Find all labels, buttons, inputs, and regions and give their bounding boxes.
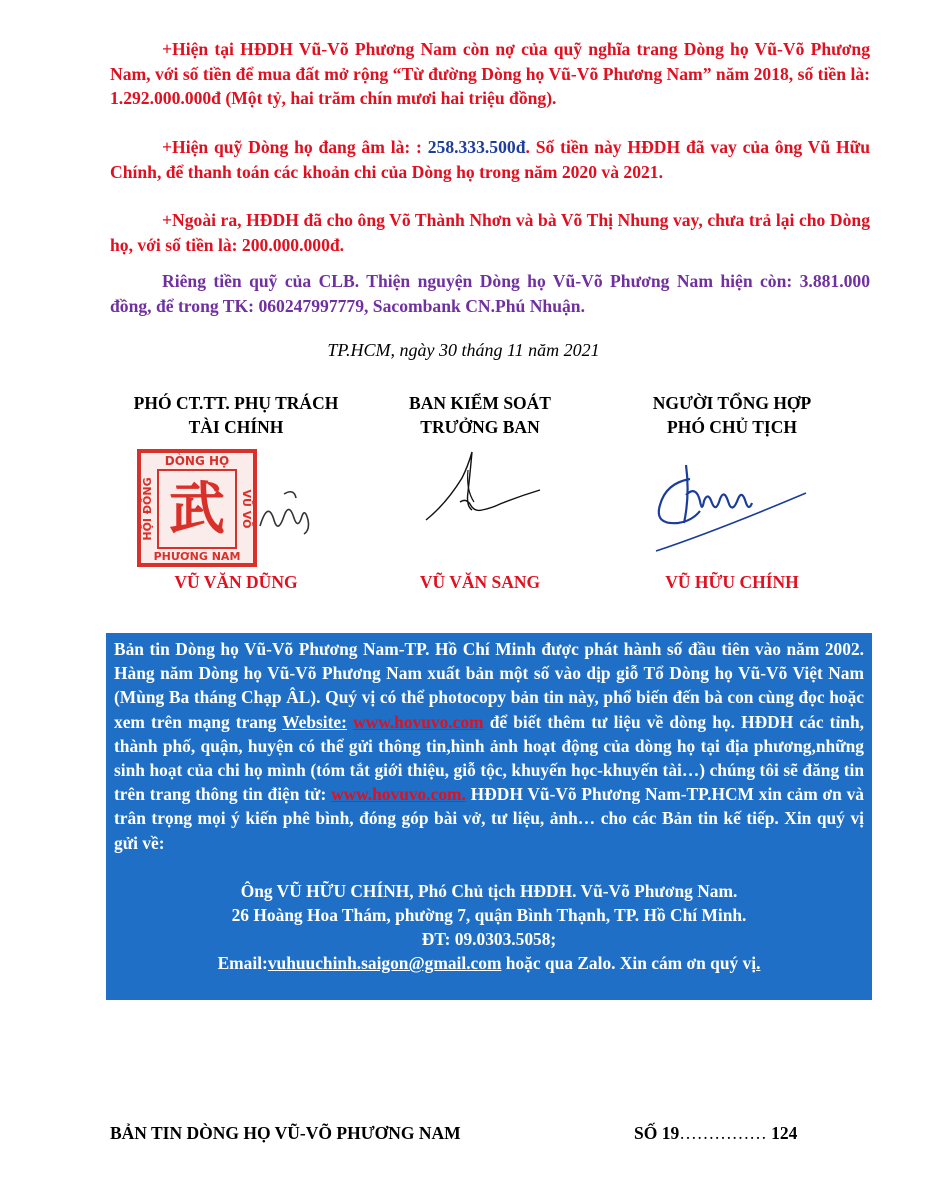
signature-scribble xyxy=(260,492,309,534)
email-link[interactable]: vuhuuchinh.saigon@gmail.com xyxy=(267,953,502,974)
debt-paragraph: +Hiện tại HĐDH Vũ-Võ Phương Nam còn nợ của quỹ nghĩa trang Dòng họ Vũ-Võ Phương Nam, với số tiền để mua đất mở rộng “Từ đường Dòng họ Vũ-Võ Phương Nam” năm 2018, số tiền là: 1.292.000.000đ (Một tỷ, hai trăm chín mươi hai triệu đồng). xyxy=(110,39,870,108)
footer-publication: BẢN TIN DÒNG HỌ VŨ-VÕ PHƯƠNG NAM xyxy=(110,1123,461,1143)
signature-name: VŨ VĂN SANG xyxy=(419,572,541,592)
website-link[interactable]: www.hovuvo.com xyxy=(353,711,484,732)
footer-issue xyxy=(634,1123,797,1144)
family-council-seal xyxy=(136,448,316,572)
page-number: 124 xyxy=(771,1123,798,1143)
signature-title-line2: TÀI CHÍNH xyxy=(188,417,284,437)
deficit-amount: 258.333.500đ xyxy=(427,137,526,157)
leader-dots: …………… xyxy=(679,1123,767,1143)
seal-right-text: VŨ VÕ xyxy=(240,489,253,529)
notice-ending: HĐDH Vũ-Võ Phương Nam-TP.HCM xin cảm ơn và trân trọng mọi ý kiến phê bình, đóng góp bài vở, tư liệu, ảnh… cho các Bản tin kế tiếp. Xin quý vị gửi về: xyxy=(114,784,864,853)
contact-block xyxy=(114,879,864,976)
charity-club-paragraph: Riêng tiền quỹ của CLB. Thiện nguyện Dòng họ Vũ-Võ Phương Nam hiện còn: 3.881.000 đồng, để trong TK: 060247997779, Sacombank CN.Phú Nhuận. xyxy=(110,271,870,316)
website-label: Website: xyxy=(282,711,347,732)
contact-email-line xyxy=(114,951,864,975)
seal-top-text: DÒNG HỌ xyxy=(164,454,230,468)
date-line: TP.HCM, ngày 30 tháng 11 năm 2021 xyxy=(327,340,600,360)
notice-body xyxy=(114,637,864,855)
deficit-suffix: . Số tiền này HĐDH đã vay của ông Vũ Hữu Chính, để thanh toán các khoản chi của Dòng họ trong năm 2020 và 2021. xyxy=(110,137,870,182)
signature-block-finance xyxy=(96,391,376,439)
email-suffix: hoặc qua Zalo. Xin cám ơn quý vị xyxy=(501,953,757,974)
seal-center-glyph: 武 xyxy=(169,476,225,542)
email-end: . xyxy=(756,953,761,974)
signature-name: VŨ VĂN DŨNG xyxy=(174,572,298,592)
contact-phone: ĐT: 09.0303.5058; xyxy=(421,929,557,950)
signature-title-line1: PHÓ CT.TT. PHỤ TRÁCH xyxy=(133,393,339,413)
newsletter-notice-box xyxy=(106,633,872,1000)
contact-address: 26 Hoàng Hoa Thám, phường 7, quận Bình Thạnh, TP. Hồ Chí Minh. xyxy=(231,905,747,926)
deficit-paragraph xyxy=(110,135,870,184)
email-label: Email: xyxy=(217,953,268,974)
signature-block-compiler xyxy=(592,391,872,439)
seal-left-text: HỘI ĐỒNG xyxy=(141,477,154,541)
loan-paragraph: +Ngoài ra, HĐDH đã cho ông Võ Thành Nhơn và bà Võ Thị Nhung vay, chưa trả lại cho Dòng họ, với số tiền là: 200.000.000đ. xyxy=(110,210,870,255)
deficit-prefix: +Hiện quỹ Dòng họ đang âm là: : xyxy=(162,137,428,157)
website-link-2[interactable]: www.hovuvo.com. xyxy=(331,784,466,805)
signature-block-audit xyxy=(340,391,620,439)
signature-name: VŨ HỮU CHÍNH xyxy=(665,572,799,592)
notice-intro: Bản tin Dòng họ Vũ-Võ Phương Nam-TP. Hồ Chí Minh được phát hành số đầu tiên vào năm 2002. Hàng năm Dòng họ Vũ-Võ Phương Nam xuất bản một số vào dịp giỗ Tổ Dòng họ Vũ-Võ Việt Nam (Mùng Ba tháng Chạp ÂL). Quý vị có thể photocopy bản tin này, phổ biến đến bà con cùng đọc hoặc xem trên mạng trang xyxy=(114,639,864,732)
contact-name: Ông VŨ HỮU CHÍNH, Phó Chủ tịch HĐDH. Vũ-Võ Phương Nam. xyxy=(240,880,738,901)
signature-title-line1: BAN KIỂM SOÁT xyxy=(409,393,551,413)
signature-vu-van-sang xyxy=(408,440,558,550)
signature-title-line2: PHÓ CHỦ TỊCH xyxy=(667,417,797,437)
seal-bottom-text: PHƯƠNG NAM xyxy=(153,550,241,563)
signature-title-line1: NGƯỜI TỔNG HỢP xyxy=(652,393,812,413)
signature-title-line2: TRƯỞNG BAN xyxy=(420,417,540,437)
notice-middle: để biết thêm tư liệu về dòng họ. HĐDH các tỉnh, thành phố, quận, huyện có thể gửi thông tin,hình ảnh hoạt động của dòng họ tại địa phương,những sinh hoạt của chi họ mình (tóm tắt giới thiệu, giỗ tộc, khuyến học-khuyến tài…) chúng tôi sẽ đăng tin trên trang thông tin điện tử: xyxy=(114,711,864,805)
issue-number: SỐ 19 xyxy=(634,1123,680,1143)
signature-vu-huu-chinh xyxy=(650,455,820,555)
